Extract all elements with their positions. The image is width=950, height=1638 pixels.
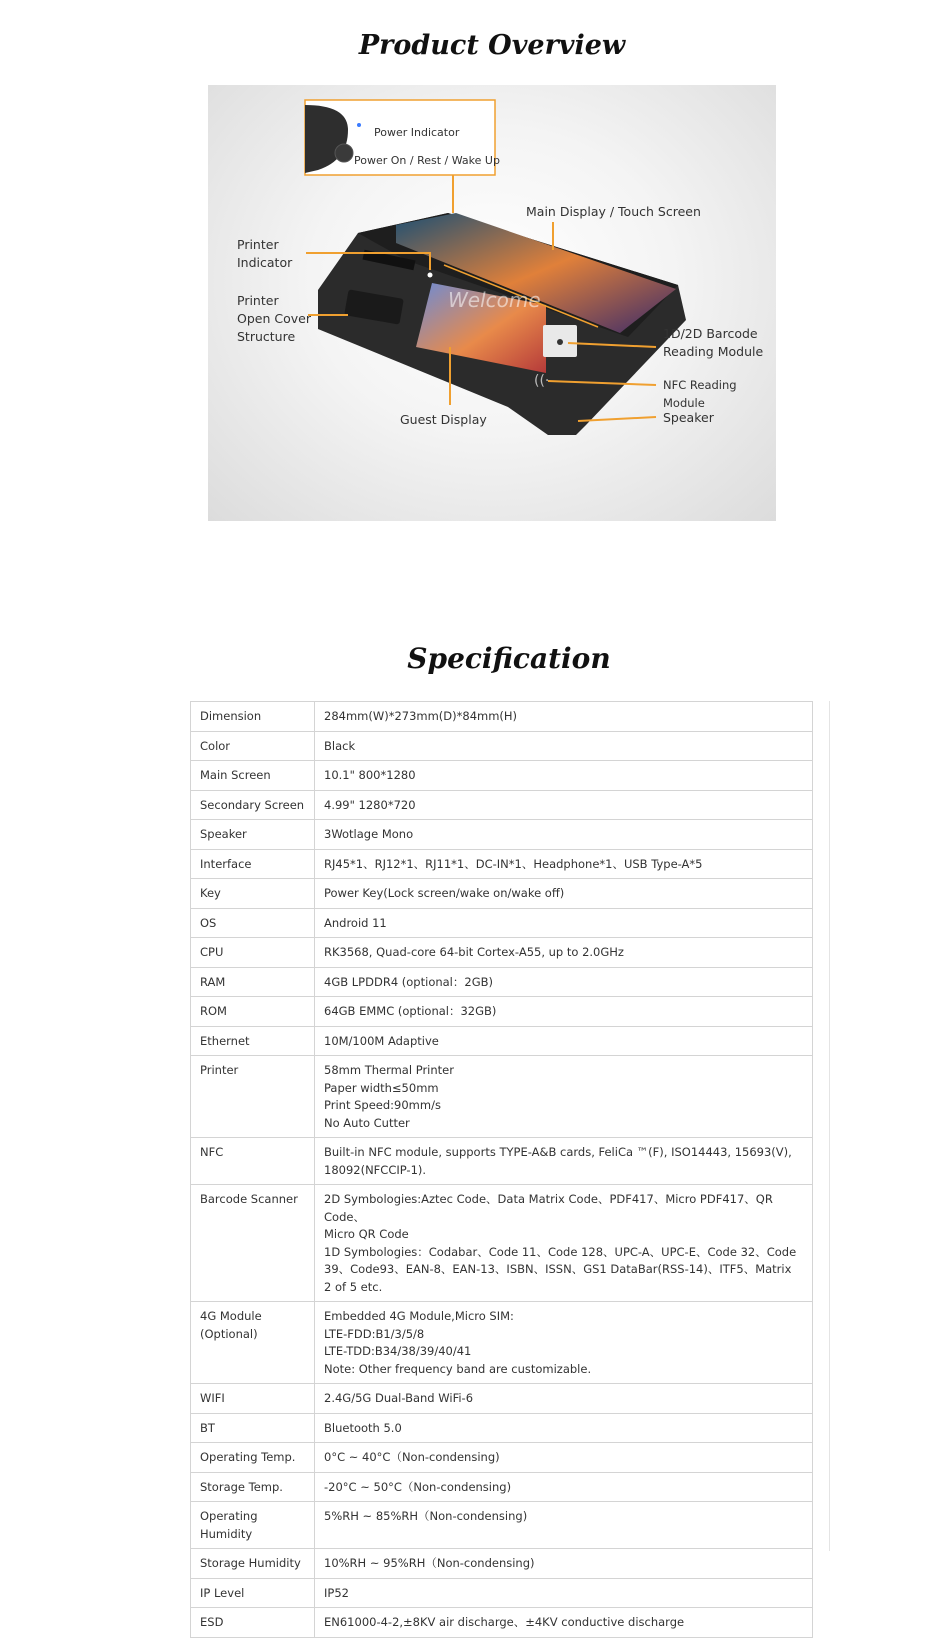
spec-row [191, 1302, 813, 1384]
spec-key: Key [191, 879, 315, 909]
spec-key: Speaker [191, 820, 315, 850]
spec-value: 64GB EMMC (optional：32GB) [315, 997, 813, 1027]
overview-title: Product Overview [358, 30, 626, 61]
spec-row [191, 1502, 813, 1549]
spec-value: Black [315, 731, 813, 761]
spec-value: 0°C ~ 40°C（Non-condensing) [315, 1443, 813, 1473]
spec-key: Interface [191, 849, 315, 879]
spec-row [191, 790, 813, 820]
spec-value: 10%RH ~ 95%RH（Non-condensing) [315, 1549, 813, 1579]
speaker-label: Speaker [663, 410, 714, 425]
spec-key: Operating Temp. [191, 1443, 315, 1473]
spec-key: Dimension [191, 702, 315, 732]
guest-screen-welcome: Welcome [448, 288, 541, 312]
spec-value: Power Key(Lock screen/wake on/wake off) [315, 879, 813, 909]
spec-value: 10.1" 800*1280 [315, 761, 813, 791]
spec-value: 2.4G/5G Dual-Band WiFi-6 [315, 1384, 813, 1414]
spec-table [190, 701, 813, 1638]
spec-key: BT [191, 1413, 315, 1443]
spec-row [191, 1138, 813, 1185]
spec-value: 4GB LPDDR4 (optional：2GB) [315, 967, 813, 997]
spec-value: 10M/100M Adaptive [315, 1026, 813, 1056]
spec-key: OS [191, 908, 315, 938]
nfc-icon: ((· [534, 373, 550, 389]
spec-value: EN61000-4-2,±8KV air discharge、±4KV conductive discharge [315, 1608, 813, 1638]
spec-row [191, 1185, 813, 1302]
spec-row [191, 820, 813, 850]
spec-row [191, 849, 813, 879]
spec-key: NFC [191, 1138, 315, 1185]
spec-row [191, 1413, 813, 1443]
spec-value: RJ45*1、RJ12*1、RJ11*1、DC-IN*1、Headphone*1、USB Type-A*5 [315, 849, 813, 879]
spec-key: ESD [191, 1608, 315, 1638]
spec-key: ROM [191, 997, 315, 1027]
printer-indicator-led [428, 273, 433, 278]
power-indicator-label: Power Indicator [374, 126, 460, 139]
power-button-label: Power On / Rest / Wake Up [354, 154, 500, 167]
spec-key: Main Screen [191, 761, 315, 791]
spec-row [191, 938, 813, 968]
nfc-module-label: NFC Reading Module [663, 378, 737, 410]
power-indicator-led [357, 123, 361, 127]
spec-value: 3Wotlage Mono [315, 820, 813, 850]
spec-value: 2D Symbologies:Aztec Code、Data Matrix Code、PDF417、Micro PDF417、QR Code、 Micro QR Code 1D Symbologies：Codabar、Code 11、Code 128、UPC-A、UPC-E、Code 32、Code 39、Code93、EAN-8、EAN-13、ISBN、ISSN、GS1 DataBar(RSS-14)、ITF5、Matrix 2 of 5 etc. [315, 1185, 813, 1302]
spec-key: Color [191, 731, 315, 761]
spec-row [191, 1549, 813, 1579]
product-illustration [208, 85, 776, 521]
spec-row [191, 731, 813, 761]
spec-row [191, 879, 813, 909]
spec-row [191, 1443, 813, 1473]
spec-row [191, 1608, 813, 1638]
spec-key: Operating Humidity [191, 1502, 315, 1549]
spec-right-border [829, 701, 830, 1551]
spec-key: Barcode Scanner [191, 1185, 315, 1302]
spec-row [191, 908, 813, 938]
spec-key: Secondary Screen [191, 790, 315, 820]
spec-key: 4G Module (Optional) [191, 1302, 315, 1384]
spec-key: Storage Humidity [191, 1549, 315, 1579]
spec-table-body [191, 702, 813, 1638]
main-display-label: Main Display / Touch Screen [526, 204, 701, 219]
spec-row [191, 702, 813, 732]
spec-value: IP52 [315, 1578, 813, 1608]
spec-value: Android 11 [315, 908, 813, 938]
spec-key: Storage Temp. [191, 1472, 315, 1502]
guest-display-label: Guest Display [400, 412, 487, 427]
spec-row [191, 1026, 813, 1056]
printer-cover-label: Printer Open Cover Structure [237, 293, 311, 344]
spec-value: Built-in NFC module, supports TYPE-A&B cards, FeliCa ™(F), ISO14443, 15693(V), 18092(NFCCIP-1). [315, 1138, 813, 1185]
spec-row [191, 997, 813, 1027]
printer-indicator-label: Printer Indicator [237, 237, 293, 270]
spec-value: 284mm(W)*273mm(D)*84mm(H) [315, 702, 813, 732]
spec-key: Ethernet [191, 1026, 315, 1056]
spec-row [191, 967, 813, 997]
spec-key: Printer [191, 1056, 315, 1138]
spec-value: Embedded 4G Module,Micro SIM: LTE-FDD:B1/3/5/8 LTE-TDD:B34/38/39/40/41 Note: Other frequency band are customizable. [315, 1302, 813, 1384]
spec-key: WIFI [191, 1384, 315, 1414]
spec-value: 5%RH ~ 85%RH（Non-condensing) [315, 1502, 813, 1549]
spec-row [191, 1578, 813, 1608]
barcode-module-label: 1D/2D Barcode Reading Module [663, 326, 764, 359]
spec-key: RAM [191, 967, 315, 997]
spec-row [191, 1056, 813, 1138]
spec-value: Bluetooth 5.0 [315, 1413, 813, 1443]
spec-key: IP Level [191, 1578, 315, 1608]
spec-value: 58mm Thermal Printer Paper width≤50mm Print Speed:90mm/s No Auto Cutter [315, 1056, 813, 1138]
spec-row [191, 1384, 813, 1414]
spec-value: RK3568, Quad-core 64-bit Cortex-A55, up to 2.0GHz [315, 938, 813, 968]
power-button-icon [335, 144, 353, 162]
spec-key: CPU [191, 938, 315, 968]
spec-value: -20°C ~ 50°C（Non-condensing) [315, 1472, 813, 1502]
spec-row [191, 1472, 813, 1502]
specification-title: Specification [407, 642, 611, 675]
spec-value: 4.99" 1280*720 [315, 790, 813, 820]
spec-row [191, 761, 813, 791]
